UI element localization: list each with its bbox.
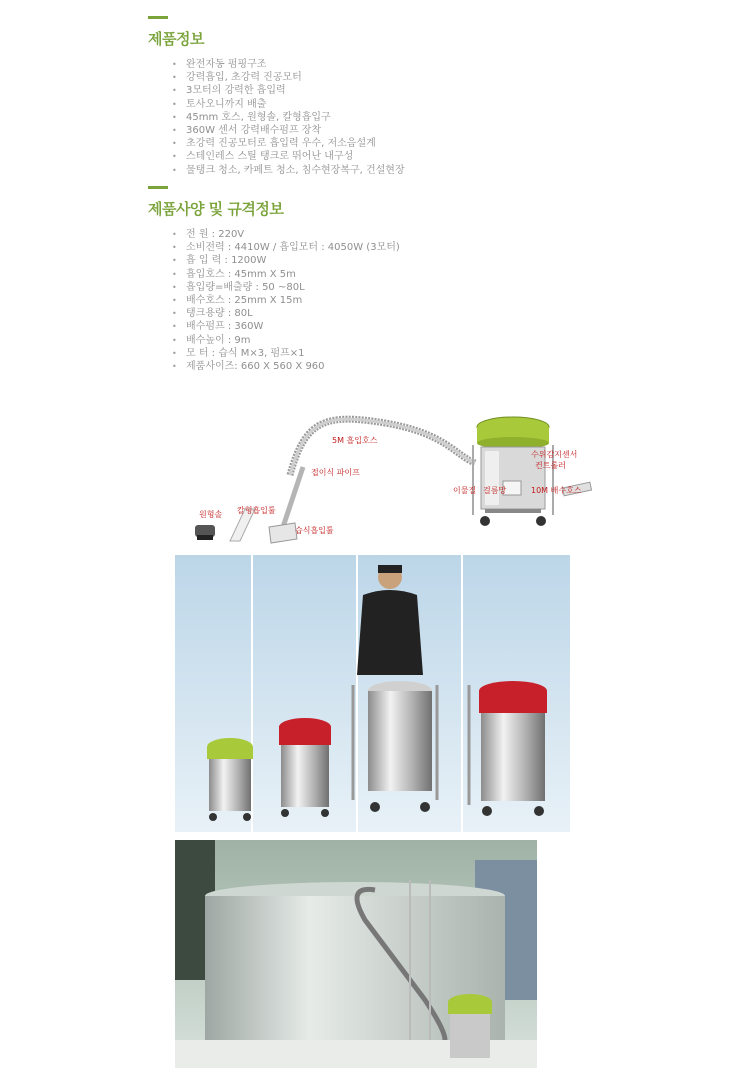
list-item: • 3모터의 강력한 흡입력 xyxy=(172,84,405,97)
label-round-brush: 원형솔 xyxy=(199,510,223,519)
list-item: • 초강력 진공모터로 흡입력 우수, 저소음설계 xyxy=(172,137,405,150)
label-sensor: 수위감지센서 xyxy=(531,450,578,459)
list-item: • 45mm 호스, 원형솔, 칼형흡입구 xyxy=(172,111,405,124)
product-lineup-graphic xyxy=(175,555,570,832)
product-info-title: 제품정보 xyxy=(148,30,204,48)
list-item: • 탱크용량 : 80L xyxy=(172,307,400,320)
small-green-vacuum xyxy=(207,738,253,821)
water-tank-graphic xyxy=(175,840,537,1068)
list-item: • 소비전력 : 4410W / 흡입모터 : 4050W (3모터) xyxy=(172,241,400,254)
medium-red-vacuum xyxy=(279,718,331,817)
vacuum-machine xyxy=(473,417,553,526)
list-item: • 360W 센서 강력배수펌프 장착 xyxy=(172,124,405,137)
specs-list xyxy=(172,228,400,373)
list-item: • 흡 입 력 : 1200W xyxy=(172,254,400,267)
list-item: • 물탱크 청소, 카페트 청소, 침수현장복구, 건설현장 xyxy=(172,164,405,177)
list-item: • 강력흡입, 초강력 진공모터 xyxy=(172,71,405,84)
label-filter: 걸름망 xyxy=(483,486,507,495)
list-item: • 배수호스 : 25mm X 15m xyxy=(172,294,400,307)
product-lineup-photo xyxy=(175,555,570,832)
list-item: • 토사오니까지 배출 xyxy=(172,98,405,111)
component-diagram xyxy=(185,405,605,555)
label-controller: 컨트롤러 xyxy=(535,461,566,470)
list-item: • 모 터 : 습식 M×3, 펌프×1 xyxy=(172,347,400,360)
list-item: • 전 원 : 220V xyxy=(172,228,400,241)
product-info-list xyxy=(172,58,405,177)
specs-title: 제품사양 및 규격정보 xyxy=(148,200,284,218)
water-tank-usage-photo xyxy=(175,840,537,1068)
list-item: • 완전자동 펌핑구조 xyxy=(172,58,405,71)
list-item: • 배수펌프 : 360W xyxy=(172,320,400,333)
label-wet-nozzle: 습식흡입툴 xyxy=(295,526,334,535)
specs-section xyxy=(148,186,283,219)
label-crevice-nozzle: 칼형흡입툴 xyxy=(237,506,276,515)
list-item: • 스테인레스 스틸 탱크로 뛰어난 내구성 xyxy=(172,150,405,163)
label-debris: 이물질 xyxy=(453,486,477,495)
list-item: • 제품사이즈: 660 X 560 X 960 xyxy=(172,360,400,373)
product-info-section xyxy=(148,16,204,49)
list-item: • 배수높이 : 9m xyxy=(172,334,400,347)
list-item: • 흡입호스 : 45mm X 5m xyxy=(172,268,400,281)
section-accent-bar xyxy=(148,16,168,19)
wet-nozzle-tool xyxy=(269,523,297,543)
label-folding-pipe: 접이식 파이프 xyxy=(311,468,360,477)
list-item: • 흡입량=배출량 : 50 ~80L xyxy=(172,281,400,294)
section-accent-bar xyxy=(148,186,168,189)
label-suction-hose: 5M 흡입호스 xyxy=(332,436,378,445)
component-diagram-graphic xyxy=(185,405,605,555)
label-drain-hose: 10M 배수호스 xyxy=(531,486,582,495)
